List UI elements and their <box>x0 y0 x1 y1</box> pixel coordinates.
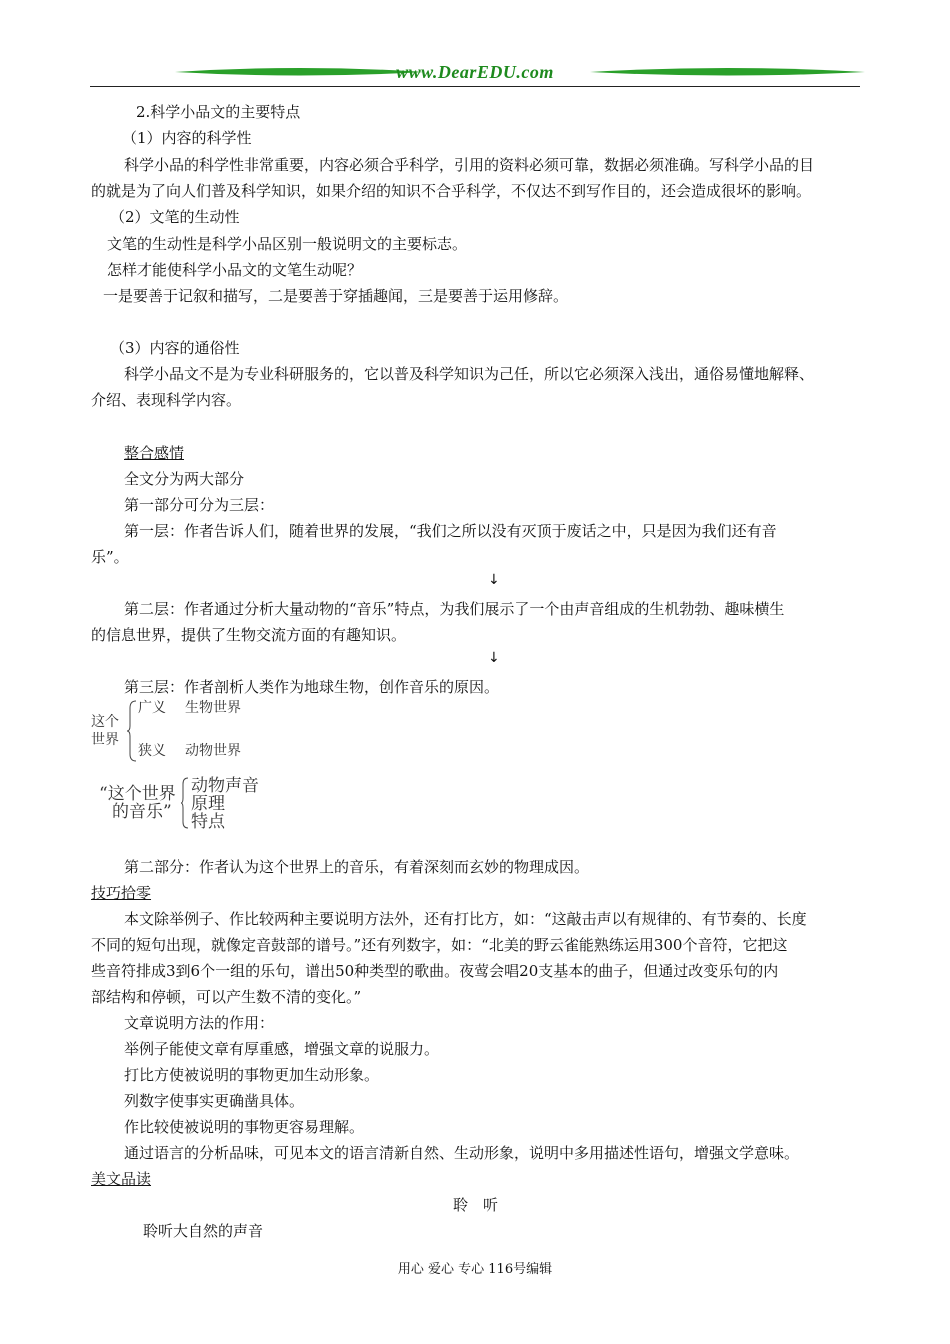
paragraph-line: 不同的短句出现，就像定音鼓部的谱号。”还有列数字，如：“北美的野云雀能熟练运用300个音符，它把这 <box>91 936 788 954</box>
article-title: 聆 听 <box>453 1196 499 1214</box>
diagram-branch-value: 动物世界 <box>185 743 241 759</box>
paragraph-line: 第二层：作者通过分析大量动物的“音乐”特点，为我们展示了一个由声音组成的生机勃勃、趣味横生 <box>124 600 785 618</box>
paragraph-line: 文笔的生动性是科学小品区别一般说明文的主要标志。 <box>107 235 468 253</box>
paragraph-line: 全文分为两大部分 <box>124 470 245 488</box>
section-heading: 2.科学小品文的主要特点 <box>136 103 301 121</box>
diagram-root: 的音乐” <box>112 802 172 822</box>
paragraph-line: 些音符排成3到6个一组的乐句，谱出50种类型的歌曲。夜莺会唱20支基本的曲子，但通过改变乐句的内 <box>91 962 779 980</box>
diagram-item: 特点 <box>191 812 225 832</box>
section-title-zhenghe: 整合感情 <box>124 444 185 462</box>
subheading-1: （1）内容的科学性 <box>122 129 252 147</box>
paragraph-line: 作比较使被说明的事物更容易理解。 <box>124 1118 365 1136</box>
diagram-item: 原理 <box>191 794 225 814</box>
site-logo-text: www.DearEDU.com <box>396 62 554 82</box>
paragraph-line: 的就是为了向人们普及科学知识，如果介绍的知识不合乎科学，不仅达不到写作目的，还会造成很坏的影响。 <box>91 182 812 200</box>
paragraph-line: 一是要善于记叙和描写，二是要善于穿插趣闻，三是要善于运用修辞。 <box>103 287 569 305</box>
paragraph-line: 通过语言的分析品味，可见本文的语言清新自然、生动形象，说明中多用描述性语句，增强文学意味。 <box>124 1144 800 1162</box>
paragraph-line: 聆听大自然的声音 <box>143 1222 264 1240</box>
diagram-branch-key: 广义 <box>138 700 166 716</box>
paragraph-line: 部结构和停顿，可以产生数不清的变化。” <box>91 988 362 1006</box>
diagram-branch-value: 生物世界 <box>185 700 241 716</box>
paragraph-line: 列数字使事实更确凿具体。 <box>124 1092 305 1110</box>
header-rule <box>90 86 860 87</box>
paragraph-line: 举例子能使文章有厚重感，增强文章的说服力。 <box>124 1040 440 1058</box>
paragraph-line: 介绍、表现科学内容。 <box>91 391 242 409</box>
paragraph-line: 的信息世界，提供了生物交流方面的有趣知识。 <box>91 626 407 644</box>
down-arrow-icon: ↓ <box>488 650 500 666</box>
paragraph-line: 怎样才能使科学小品文的文笔生动呢？ <box>107 261 363 279</box>
paragraph-line: 第三层：作者剖析人类作为地球生物，创作音乐的原因。 <box>124 678 500 696</box>
section-title-meiwen: 美文品读 <box>91 1170 152 1188</box>
paragraph-line: 第二部分：作者认为这个世界上的音乐，有着深刻而玄妙的物理成因。 <box>124 858 590 876</box>
subheading-3: （3）内容的通俗性 <box>110 339 240 357</box>
diagram-root: 这个 <box>91 714 119 730</box>
paragraph-line: 打比方使被说明的事物更加生动形象。 <box>124 1066 380 1084</box>
paragraph-line: 乐”。 <box>91 548 129 566</box>
brace-icon <box>126 700 138 762</box>
down-arrow-icon: ↓ <box>488 572 500 588</box>
site-header <box>90 62 860 92</box>
subheading-2: （2）文笔的生动性 <box>110 208 240 226</box>
brace-icon <box>180 777 190 829</box>
diagram-root: “这个世界 <box>99 784 176 804</box>
diagram-branch-key: 狭义 <box>138 743 166 759</box>
paragraph-line: 文章说明方法的作用： <box>124 1014 275 1032</box>
paragraph-line: 本文除举例子、作比较两种主要说明方法外，还有打比方，如：“这敲击声以有规律的、有节奏的、长度 <box>124 910 807 928</box>
paragraph-line: 科学小品的科学性非常重要，内容必须合乎科学，引用的资料必须可靠，数据必须准确。写科学小品的目 <box>124 156 815 174</box>
diagram-item: 动物声音 <box>191 776 259 796</box>
paragraph-line: 第一部分可分为三层： <box>124 496 275 514</box>
section-title-jiqiao: 技巧拾零 <box>91 884 152 902</box>
page-footer: 用心 爱心 专心 116号编辑 <box>397 1262 553 1277</box>
paragraph-line: 第一层：作者告诉人们，随着世界的发展，“我们之所以没有灭顶于废话之中，只是因为我们还有音 <box>124 522 777 540</box>
paragraph-line: 科学小品文不是为专业科研服务的，它以普及科学知识为己任，所以它必须深入浅出，通俗易懂地解释、 <box>124 365 815 383</box>
diagram-root: 世界 <box>91 732 119 748</box>
